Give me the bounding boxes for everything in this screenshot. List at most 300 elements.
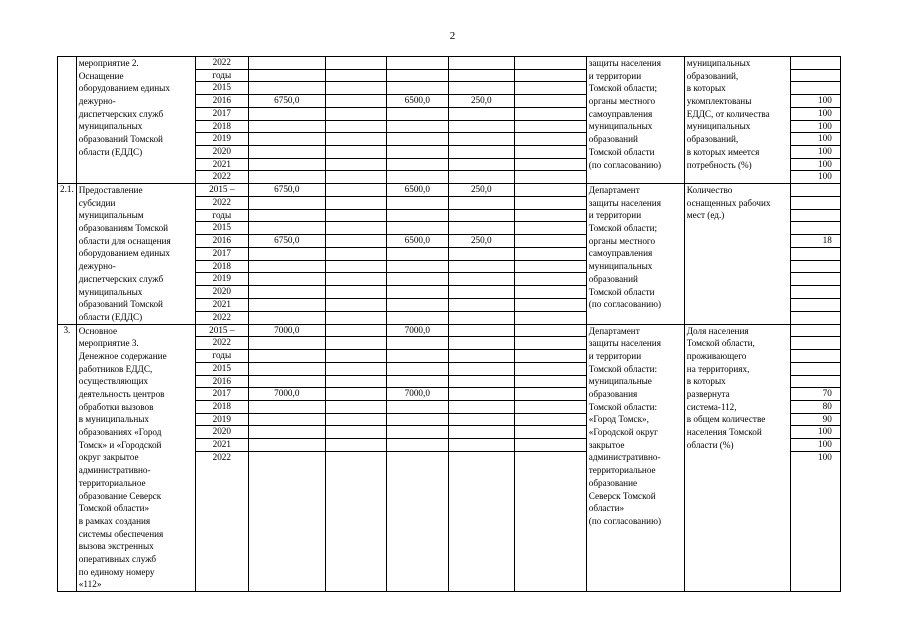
- text-line: Департамент: [588, 185, 640, 196]
- text-line: оснащенных рабочих: [686, 197, 771, 208]
- amount-c4: [386, 158, 448, 171]
- year-cell: 2017: [195, 388, 248, 401]
- year-cell: 2015 –: [195, 184, 248, 197]
- amount-c3: [325, 69, 386, 82]
- indicator-value: 100: [790, 426, 840, 439]
- amount-c5: [448, 426, 514, 439]
- executor: [586, 324, 684, 591]
- amount-total: [248, 337, 325, 350]
- amount-total: [248, 69, 325, 82]
- table-row: [58, 184, 841, 197]
- indicator-value: [790, 337, 840, 350]
- year-cell: годы: [195, 209, 248, 222]
- amount-total: [248, 120, 325, 133]
- amount-c4: 6500,0: [386, 235, 448, 248]
- text-line: «112»: [78, 579, 102, 590]
- text-line: Основное: [78, 325, 118, 336]
- year-cell: 2018: [195, 120, 248, 133]
- amount-c6: [514, 413, 586, 426]
- text-line: образования: [588, 389, 638, 400]
- amount-c3: [325, 247, 386, 260]
- amount-c4: [386, 451, 448, 591]
- indicator-value: [790, 222, 840, 235]
- amount-c3: [325, 273, 386, 286]
- text-line: Томской области»: [78, 503, 150, 514]
- year-cell: 2022: [195, 451, 248, 591]
- text-line: органы местного: [588, 96, 656, 107]
- year-cell: 2016: [195, 95, 248, 108]
- year-cell: 2017: [195, 107, 248, 120]
- amount-c4: 6500,0: [386, 95, 448, 108]
- indicator-value: 100: [790, 439, 840, 452]
- amount-total: [248, 273, 325, 286]
- amount-total: [248, 401, 325, 414]
- year-cell: 2018: [195, 401, 248, 414]
- amount-total: 6750,0: [248, 184, 325, 197]
- amount-c3: [325, 120, 386, 133]
- amount-c5: [448, 401, 514, 414]
- amount-c3: [325, 439, 386, 452]
- amount-c5: [448, 171, 514, 184]
- row-number: [58, 57, 77, 184]
- amount-c3: [325, 196, 386, 209]
- amount-c5: [448, 298, 514, 311]
- text-line: Томской области: [588, 286, 655, 297]
- amount-c4: [386, 82, 448, 95]
- indicator-value: 100: [790, 95, 840, 108]
- text-line: самоуправления: [588, 108, 653, 119]
- amount-c5: [448, 286, 514, 299]
- indicator-value: [790, 247, 840, 260]
- text-line: оборудованием единых: [78, 248, 170, 259]
- indicator-value: 70: [790, 388, 840, 401]
- indicator: [684, 57, 790, 184]
- year-cell: 2019: [195, 413, 248, 426]
- text-line: муниципальные: [588, 376, 652, 387]
- amount-c5: [448, 324, 514, 337]
- amount-c4: [386, 260, 448, 273]
- amount-c5: [448, 145, 514, 158]
- amount-c4: [386, 145, 448, 158]
- amount-c3: [325, 375, 386, 388]
- text-line: укомплектованы: [686, 96, 752, 107]
- text-line: Оснащение: [78, 70, 124, 81]
- indicator-value: 100: [790, 158, 840, 171]
- amount-c4: [386, 196, 448, 209]
- text-line: образований,: [686, 134, 739, 145]
- amount-total: [248, 413, 325, 426]
- indicator-value: [790, 298, 840, 311]
- amount-c5: 250,0: [448, 95, 514, 108]
- amount-total: [248, 362, 325, 375]
- activity-name: [76, 184, 195, 325]
- amount-c6: [514, 184, 586, 197]
- amount-c3: [325, 222, 386, 235]
- amount-c6: [514, 69, 586, 82]
- amount-c3: [325, 350, 386, 363]
- amount-c4: [386, 298, 448, 311]
- amount-c3: [325, 57, 386, 70]
- amount-c3: [325, 133, 386, 146]
- amount-c3: [325, 337, 386, 350]
- amount-c5: [448, 337, 514, 350]
- amount-c4: [386, 273, 448, 286]
- amount-c6: [514, 247, 586, 260]
- text-line: Томской области;: [588, 223, 658, 234]
- amount-total: 6750,0: [248, 235, 325, 248]
- amount-total: [248, 158, 325, 171]
- year-cell: 2019: [195, 273, 248, 286]
- text-line: образование Северск: [78, 490, 162, 501]
- year-cell: 2018: [195, 260, 248, 273]
- text-line: области для оснащения: [78, 235, 171, 246]
- indicator-value: [790, 311, 840, 324]
- amount-total: 7000,0: [248, 388, 325, 401]
- indicator-value: [790, 324, 840, 337]
- amount-c6: [514, 350, 586, 363]
- amount-c5: [448, 350, 514, 363]
- amount-c6: [514, 196, 586, 209]
- amount-c3: [325, 324, 386, 337]
- text-line: самоуправления: [588, 248, 653, 259]
- year-cell: 2020: [195, 145, 248, 158]
- text-line: образований Томской: [78, 134, 163, 145]
- text-line: Предоставление: [78, 185, 143, 196]
- amount-c6: [514, 120, 586, 133]
- text-line: образований: [588, 134, 638, 145]
- amount-c5: [448, 362, 514, 375]
- text-line: территориальное: [78, 477, 146, 488]
- amount-c4: 7000,0: [386, 388, 448, 401]
- text-line: в которых: [686, 376, 726, 387]
- text-line: в которых: [686, 83, 726, 94]
- year-cell: 2019: [195, 133, 248, 146]
- text-line: развернута: [686, 389, 730, 400]
- amount-c5: [448, 133, 514, 146]
- indicator-value: [790, 260, 840, 273]
- amount-c5: [448, 375, 514, 388]
- page-number: 2: [449, 30, 456, 42]
- amount-c6: [514, 133, 586, 146]
- year-cell: 2015: [195, 82, 248, 95]
- amount-total: [248, 350, 325, 363]
- year-cell: 2015 –: [195, 324, 248, 337]
- amount-c6: [514, 401, 586, 414]
- text-line: территориальное: [588, 465, 656, 476]
- year-cell: годы: [195, 350, 248, 363]
- amount-c5: 250,0: [448, 184, 514, 197]
- amount-c5: [448, 260, 514, 273]
- amount-c5: [448, 82, 514, 95]
- text-line: образований Томской: [78, 299, 163, 310]
- text-line: Томской области: [588, 146, 655, 157]
- text-line: обработки вызовов: [78, 401, 154, 412]
- text-line: Томской области:: [588, 363, 658, 374]
- amount-total: [248, 82, 325, 95]
- amount-c6: [514, 107, 586, 120]
- amount-total: [248, 451, 325, 591]
- amount-c3: [325, 95, 386, 108]
- text-line: (по согласованию): [588, 299, 662, 310]
- text-line: мероприятие 3.: [78, 338, 139, 349]
- table-row: [58, 57, 841, 70]
- executor: [586, 184, 684, 325]
- amount-total: [248, 247, 325, 260]
- amount-c3: [325, 298, 386, 311]
- text-line: «Город Томск»,: [588, 414, 649, 425]
- amount-c4: [386, 209, 448, 222]
- table-body: [58, 57, 841, 592]
- amount-c3: [325, 260, 386, 273]
- year-cell: 2022: [195, 196, 248, 209]
- text-line: оборудованием единых: [78, 83, 170, 94]
- indicator-value: 18: [790, 235, 840, 248]
- text-line: муниципальных: [78, 286, 143, 297]
- amount-c6: [514, 388, 586, 401]
- amount-c6: [514, 222, 586, 235]
- amount-c5: [448, 413, 514, 426]
- text-line: ЕДДС, от количества: [686, 108, 770, 119]
- text-line: образованиях «Город: [78, 427, 162, 438]
- year-cell: 2017: [195, 247, 248, 260]
- text-line: органы местного: [588, 235, 656, 246]
- amount-c6: [514, 158, 586, 171]
- amount-c3: [325, 311, 386, 324]
- amount-c4: [386, 57, 448, 70]
- text-line: вызова экстренных: [78, 541, 154, 552]
- amount-c4: [386, 222, 448, 235]
- amount-c6: [514, 95, 586, 108]
- amount-total: [248, 286, 325, 299]
- indicator-value: [790, 286, 840, 299]
- text-line: муниципальных: [588, 261, 653, 272]
- text-line: Северск Томской: [588, 490, 656, 501]
- amount-c6: [514, 171, 586, 184]
- text-line: и территории: [588, 350, 642, 361]
- amount-c5: [448, 209, 514, 222]
- amount-c6: [514, 82, 586, 95]
- text-line: «Городской округ: [588, 427, 658, 438]
- text-line: населения Томской: [686, 427, 762, 438]
- activity-name: [76, 324, 195, 591]
- amount-c5: [448, 439, 514, 452]
- amount-c6: [514, 235, 586, 248]
- amount-c5: [448, 247, 514, 260]
- amount-c3: [325, 413, 386, 426]
- text-line: Доля населения: [686, 325, 749, 336]
- amount-c4: [386, 107, 448, 120]
- amount-c3: [325, 401, 386, 414]
- indicator-value: 80: [790, 401, 840, 414]
- text-line: муниципальных: [588, 121, 653, 132]
- amount-c6: [514, 209, 586, 222]
- text-line: образований: [588, 273, 638, 284]
- amount-c3: [325, 171, 386, 184]
- year-cell: 2022: [195, 311, 248, 324]
- text-line: защиты населения: [588, 58, 661, 68]
- amount-c5: [448, 451, 514, 591]
- text-line: муниципальных: [686, 121, 751, 132]
- text-line: Томской области;: [588, 83, 658, 94]
- text-line: система-112,: [686, 401, 737, 412]
- text-line: мест (ед.): [686, 210, 725, 221]
- amount-c5: [448, 158, 514, 171]
- year-cell: 2022: [195, 171, 248, 184]
- amount-c6: [514, 286, 586, 299]
- amount-c6: [514, 337, 586, 350]
- amount-c5: [448, 107, 514, 120]
- amount-c4: [386, 401, 448, 414]
- amount-c6: [514, 57, 586, 70]
- program-table: [57, 56, 841, 592]
- amount-total: [248, 107, 325, 120]
- indicator: [684, 184, 790, 325]
- indicator-value: [790, 82, 840, 95]
- text-line: закрытое: [588, 439, 625, 450]
- text-line: (по согласованию): [588, 515, 662, 526]
- amount-total: [248, 171, 325, 184]
- year-cell: 2016: [195, 375, 248, 388]
- text-line: (по согласованию): [588, 159, 662, 170]
- indicator-value: [790, 69, 840, 82]
- text-line: Количество: [686, 185, 733, 196]
- amount-total: [248, 209, 325, 222]
- amount-c6: [514, 426, 586, 439]
- amount-c4: [386, 286, 448, 299]
- indicator-value: [790, 57, 840, 70]
- text-line: Томской области:: [588, 401, 658, 412]
- text-line: защиты населения: [588, 197, 661, 208]
- amount-c4: [386, 120, 448, 133]
- text-line: защиты населения: [588, 338, 661, 349]
- amount-c4: [386, 133, 448, 146]
- amount-c6: [514, 451, 586, 591]
- year-cell: 2020: [195, 426, 248, 439]
- indicator-value: 100: [790, 107, 840, 120]
- text-line: муниципальным: [78, 210, 144, 221]
- activity-name: [76, 57, 195, 184]
- amount-c5: [448, 311, 514, 324]
- amount-c4: [386, 171, 448, 184]
- amount-c3: [325, 286, 386, 299]
- amount-c6: [514, 145, 586, 158]
- row-number: 3.: [58, 324, 77, 591]
- text-line: и территории: [588, 210, 642, 221]
- text-line: мероприятие 2.: [78, 58, 139, 68]
- amount-total: [248, 311, 325, 324]
- year-cell: 2021: [195, 158, 248, 171]
- indicator-value: [790, 209, 840, 222]
- amount-c4: 6500,0: [386, 184, 448, 197]
- text-line: Денежное содержание: [78, 350, 167, 361]
- amount-c4: [386, 362, 448, 375]
- amount-c3: [325, 107, 386, 120]
- text-line: образований,: [686, 70, 739, 81]
- text-line: диспетчерских служб: [78, 108, 164, 119]
- year-cell: годы: [195, 69, 248, 82]
- indicator-value: [790, 273, 840, 286]
- amount-total: 7000,0: [248, 324, 325, 337]
- amount-c5: [448, 196, 514, 209]
- amount-c5: [448, 120, 514, 133]
- text-line: округ закрытое: [78, 452, 139, 463]
- indicator-value: [790, 375, 840, 388]
- indicator-value: 100: [790, 451, 840, 591]
- amount-c3: [325, 388, 386, 401]
- text-line: области»: [588, 503, 625, 514]
- amount-c6: [514, 375, 586, 388]
- year-cell: 2021: [195, 439, 248, 452]
- indicator-value: 100: [790, 171, 840, 184]
- table-row: [58, 324, 841, 337]
- amount-c5: [448, 69, 514, 82]
- amount-c3: [325, 209, 386, 222]
- text-line: проживающего: [686, 350, 747, 361]
- text-line: субсидии: [78, 197, 116, 208]
- year-cell: 2015: [195, 222, 248, 235]
- amount-c4: [386, 375, 448, 388]
- text-line: деятельность центров: [78, 389, 165, 400]
- amount-c3: [325, 235, 386, 248]
- amount-c3: [325, 184, 386, 197]
- year-cell: 2015: [195, 362, 248, 375]
- year-cell: 2021: [195, 298, 248, 311]
- executor: [586, 57, 684, 184]
- amount-c6: [514, 439, 586, 452]
- amount-c4: [386, 311, 448, 324]
- amount-total: [248, 222, 325, 235]
- text-line: образованиям Томской: [78, 223, 169, 234]
- amount-c4: [386, 69, 448, 82]
- text-line: системы обеспечения: [78, 528, 164, 539]
- amount-c4: 7000,0: [386, 324, 448, 337]
- amount-c5: [448, 57, 514, 70]
- amount-c3: [325, 82, 386, 95]
- amount-c3: [325, 145, 386, 158]
- amount-c5: [448, 388, 514, 401]
- text-line: области (ЕДДС): [78, 146, 143, 157]
- amount-c4: [386, 413, 448, 426]
- text-line: и территории: [588, 70, 642, 81]
- amount-c4: [386, 350, 448, 363]
- amount-c3: [325, 426, 386, 439]
- amount-c4: [386, 426, 448, 439]
- indicator-value: 100: [790, 133, 840, 146]
- row-number: 2.1.: [58, 184, 77, 325]
- amount-c5: [448, 222, 514, 235]
- text-line: на территориях,: [686, 363, 750, 374]
- text-line: Томской области,: [686, 338, 755, 349]
- year-cell: 2022: [195, 57, 248, 70]
- text-line: диспетчерских служб: [78, 273, 164, 284]
- amount-total: [248, 375, 325, 388]
- amount-c3: [325, 451, 386, 591]
- amount-c4: [386, 439, 448, 452]
- amount-total: [248, 196, 325, 209]
- text-line: по единому номеру: [78, 566, 155, 577]
- amount-c6: [514, 273, 586, 286]
- text-line: потребность (%): [686, 159, 752, 170]
- text-line: административно-: [588, 452, 661, 463]
- year-cell: 2020: [195, 286, 248, 299]
- indicator-value: [790, 350, 840, 363]
- amount-c6: [514, 311, 586, 324]
- amount-total: [248, 133, 325, 146]
- text-line: в рамках создания: [78, 515, 151, 526]
- amount-total: [248, 260, 325, 273]
- amount-total: [248, 426, 325, 439]
- indicator-value: 100: [790, 120, 840, 133]
